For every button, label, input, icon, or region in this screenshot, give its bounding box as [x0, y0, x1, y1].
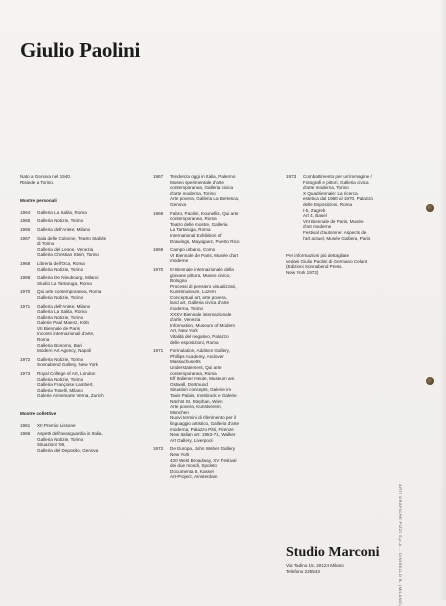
exhibition-text: Galleria dell'Ariete, Milano — [37, 226, 91, 232]
exhibition-text: Royal College of Art, London Galleria Notizie, Torino Galleria Françoise Lambert, Galleria Toselli, Milano Galerie Annemarie Verna, Zurich — [37, 371, 104, 399]
binder-hole-top — [426, 204, 434, 212]
exhibition-year: 1970 — [20, 289, 31, 295]
exhibition-year: 1968 — [20, 260, 31, 266]
exhibition-entry — [20, 357, 144, 368]
exhibition-year: 1969 — [153, 247, 164, 253]
gallery-address: Via Tadino 15, 20124 Milano Telefono 225543 — [286, 563, 344, 574]
exhibition-entry — [20, 236, 144, 258]
exhibition-entry — [153, 446, 277, 480]
exhibition-entry — [153, 348, 277, 443]
column-2 — [153, 174, 277, 483]
exhibition-text: Sala delle Colonne, Teatro Stabile di Torino Galleria del Leone, Venezia Galleria Christian Stein, Torino — [37, 235, 107, 258]
exhibition-entry — [20, 227, 144, 233]
page-edge-shadow — [440, 0, 446, 600]
exhibition-text: De Europa, John Weber Gallery New York 420 West Broadway, XV Festival dei due mondi, Spoleto Documenta 5, Kassel Art-Project, Amsterdam — [170, 446, 237, 480]
exhibition-text: III Biennale internazionale della giovane pittura, Museo civico, Bologna Processi di pensiero visualizzati, Kunstmuseum, Luzern Conceptual art, arte povera, land art, Galleria civica d'arte moderna, Torino XXXV Biennale internazionale d'arte, Venezia Information, Museum of Modern Art, New York Vitalità del negativo, Palazzo delle esposizioni, Roma — [170, 266, 237, 345]
exhibition-entry — [20, 431, 144, 453]
exhibition-text: Fabro, Paolini, Kounellis, Qui arte contemporanea, Roma Teatro delle mostre, Galleria La Tartaruga, Roma International Exhibition of Drawings, Mayaguez, Puerto Rico — [170, 210, 240, 244]
exhibition-year: 1966 — [20, 226, 31, 232]
exhibition-text: Tendenza oggi in Italia, Palermo Museo sperimentale d'arte contemporanea, Galleria civica d'arte moderna, Torino Arte povera, Galleria La Bertesca, Genova — [170, 174, 240, 207]
exhibition-text: Campo urbano, Como VI Biennale de Paris, Musée d'art moderne — [170, 247, 239, 264]
exhibition-year: 1964 — [20, 209, 31, 215]
collettive-list-col2 — [153, 174, 277, 480]
exhibition-entry — [20, 371, 144, 399]
exhibition-entry — [20, 289, 144, 300]
exhibition-entry — [286, 174, 408, 241]
exhibition-year: 1971 — [20, 303, 31, 309]
exhibition-year: 1961 — [20, 422, 31, 428]
exhibition-text: Galleria dell'Ariete, Milano Galleria La Salita, Roma Galleria Notizie, Torino Galerie Paul Maenz, Köln VII Biennale de Paris Incontri internazionali d'arte, Roma Galleria Bonomo, Bari Modern Art Agency, Napoli — [37, 303, 95, 354]
exhibition-entry — [153, 247, 277, 264]
artist-bio: Nato a Genova nel 1940. Risiede a Torino. — [20, 174, 72, 185]
collettive-list-col1 — [20, 423, 144, 454]
exhibition-year: 1966 — [20, 431, 31, 437]
exhibition-year: 1973 — [286, 174, 297, 179]
gallery-name: Studio Marconi — [286, 545, 380, 560]
exhibition-entry — [20, 210, 144, 216]
exhibition-text: Formulation, Addison Gallery, Phillips Academy, Andover Massachusetts Understatement, Qui arte contemporanea, Roma Elf Italiener Heute, Museum am Ostwall, Dortmund Situation concepts, Galerie im Taxis Palais, Innsbruck e Galerie Nächst St. Stephan, Wien Arte povera, Kunstverein, München Nuovi termini di riferimento per il linguaggio artistico, Galleria d'arte moderna, Palazzo Pitti, Firenze New Italian art: 1953-71, Walker Art Gallery, Liverpool — [170, 348, 240, 443]
exhibition-entry — [153, 174, 277, 208]
binder-hole-bottom — [426, 377, 434, 385]
section-heading-personali: Mostre personali — [20, 198, 57, 204]
exhibition-year: 1972 — [153, 446, 164, 452]
exhibition-year: 1973 — [20, 371, 31, 377]
exhibition-year: 1969 — [20, 275, 31, 281]
exhibition-text: XII Premio Lissone — [37, 422, 76, 428]
exhibition-text: Qui arte contemporanea, Roma Galleria Notizie, Torino — [37, 289, 102, 300]
exhibition-text: Aspetti dell'avanguardia in Italia, Galleria Notizie, Torino Situazioni '66, Galleria del Deposito, Genova — [37, 431, 103, 453]
artist-name-title: Giulio Paolini — [20, 38, 141, 62]
bibliography-note: Per informazioni più dettagliate vedasi Giulio Paolini di Germano Celant (Edizioni Sonnabend Press, New York 1972) — [286, 253, 368, 275]
column-3 — [286, 174, 408, 276]
printer-credit: ARTI GRAFICHE PIZZI S.p.A. - CINISELLO B. (MILANO) — [398, 484, 403, 606]
column-1 — [20, 174, 144, 457]
exhibition-text: Libreria dell'Oca, Roma Galleria Notizie, Torino — [37, 260, 85, 272]
exhibition-year: 1972 — [20, 356, 31, 362]
personali-list — [20, 210, 144, 399]
exhibition-year: 1968 — [153, 210, 164, 216]
exhibition-entry — [20, 261, 144, 272]
exhibition-entry — [20, 218, 144, 224]
exhibition-entry — [153, 267, 277, 345]
exhibition-year: 1965 — [20, 218, 31, 224]
exhibition-entry — [20, 275, 144, 286]
exhibition-year: 1967 — [153, 174, 164, 179]
exhibition-text: Combattimento per un'immagine / Fotografi e pittori, Galleria civica d'arte moderna, Torino X Quadriennale: La ricerca estetica dal 1960 al 1970, Palazzo delle Esposizioni, Roma t-5, Zagreb Art 4, Basel VIII Biennale de Paris, Musée d'art moderne Festival d'automne: Aspects de l'art actuel, Musée Galliera, Paris — [303, 174, 373, 241]
collettive-list-col3 — [286, 174, 408, 241]
exhibition-year: 1971 — [153, 348, 164, 354]
section-heading-collettive: Mostre collettive — [20, 411, 57, 416]
exhibition-entry — [20, 423, 144, 429]
exhibition-year: 1970 — [153, 266, 164, 272]
exhibition-year: 1967 — [20, 235, 31, 241]
exhibition-text: Galleria La Salita, Roma — [37, 209, 87, 215]
exhibition-entry — [153, 211, 277, 245]
exhibition-text: Galleria Notizie, Torino Sonnabend Gallery, New York — [37, 356, 98, 368]
exhibition-text: Galleria Notizie, Torino — [37, 218, 84, 224]
exhibition-entry — [20, 304, 144, 354]
exhibition-text: Galleria De Nieubourg, Milano Studio La Tartaruga, Roma — [37, 275, 99, 286]
